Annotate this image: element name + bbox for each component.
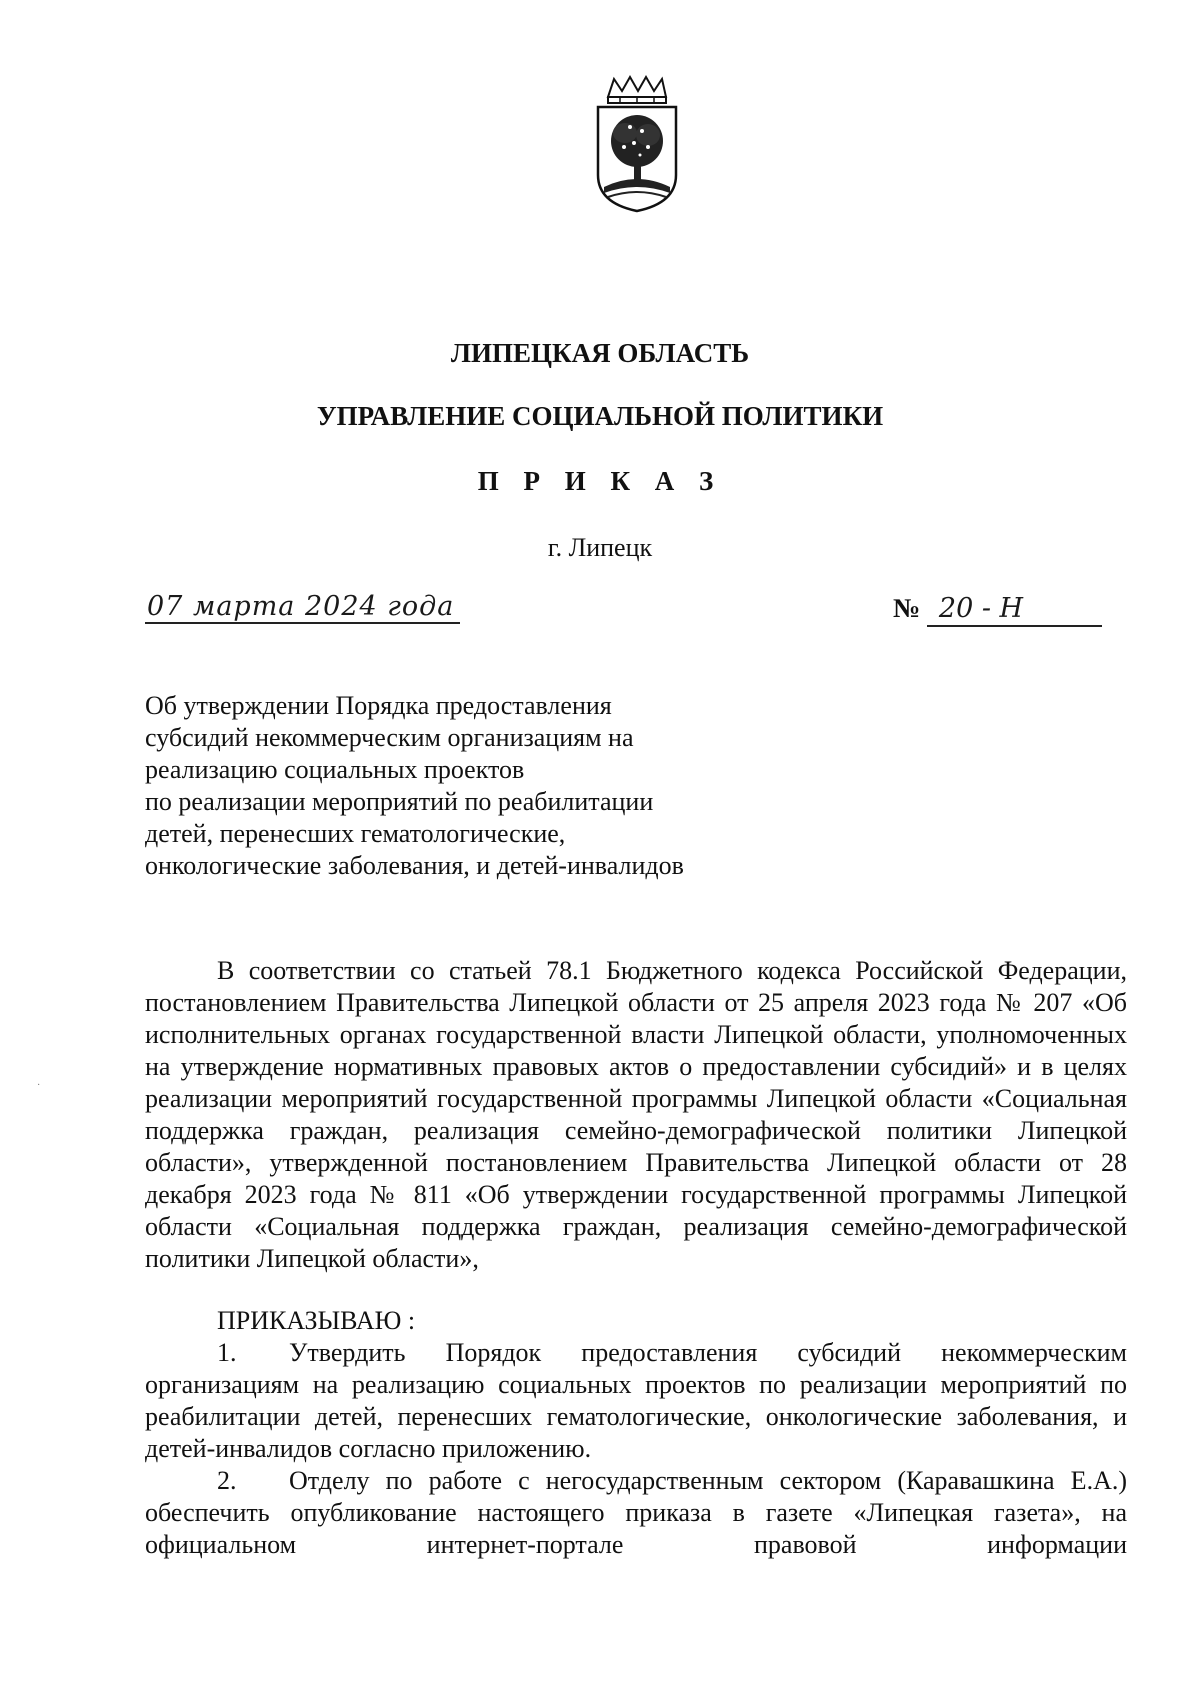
preamble-paragraph: В соответствии со статьей 78.1 Бюджетного кодекса Российской Федерации, постановлением Правительства Липецкой области от 25 апреля 2023 года № 207 «Об исполнительных органах государственной власти Липецкой области, уполномоченных на утверждение нормативных правовых актов о предоставлении субсидий» и в целях реализации мероприятий государственной программы Липецкой области «Социальная поддержка граждан, реализация семейно-демографической политики Липецкой области», утвержденной постановлением Правительства Липецкой области от 28 декабря 2023 года № 811 «Об утверждении государственной программы Липецкой области «Социальная поддержка граждан, реализация семейно-демографической политики Липецкой области», [145,956,1127,1273]
item-number: 2. [217,1466,237,1495]
number-label: № [893,593,921,623]
title-line: реализацию социальных проектов [145,755,525,784]
order-item-1 [145,1337,1127,1465]
handwritten-date: 07 марта 2024 года [145,592,460,624]
coat-of-arms-icon [590,75,680,215]
item-number: 1. [217,1338,237,1367]
order-item-2 [145,1465,1127,1561]
order-word: ПРИКАЗЫВАЮ : [217,1306,416,1335]
department-heading: УПРАВЛЕНИЕ СОЦИАЛЬНОЙ ПОЛИТИКИ [316,401,884,431]
title-line: субсидий некоммерческим организациям на [145,723,634,752]
title-line: детей, перенесших гематологические, [145,819,566,848]
document-body [145,955,1127,1561]
scan-speck: · [37,1080,41,1091]
handwritten-number: 20 - Н [927,593,1102,627]
title-line: Об утверждении Порядка предоставления [145,691,612,720]
item-text: Утвердить Порядок предоставления субсидий некоммерческим организациям на реализацию социальных проектов по реализации мероприятий по реабилитации детей, перенесших гематологические, онкологические заболевания, и детей-инвалидов согласно приложению. [145,1338,1127,1463]
title-line: онкологические заболевания, и детей-инвалидов [145,851,684,880]
document-number [893,592,1102,627]
city-line: г. Липецк [547,533,653,562]
item-text: Отделу по работе с негосударственным сектором (Каравашкина Е.А.) обеспечить опубликование настоящего приказа в газете «Липецкая газета», на официальном интернет-портале правовой информации [145,1466,1127,1559]
document-type-heading: П Р И К А З [477,466,723,496]
title-line: по реализации мероприятий по реабилитации [145,787,654,816]
document-title [145,690,765,882]
region-heading: ЛИПЕЦКАЯ ОБЛАСТЬ [450,338,750,368]
